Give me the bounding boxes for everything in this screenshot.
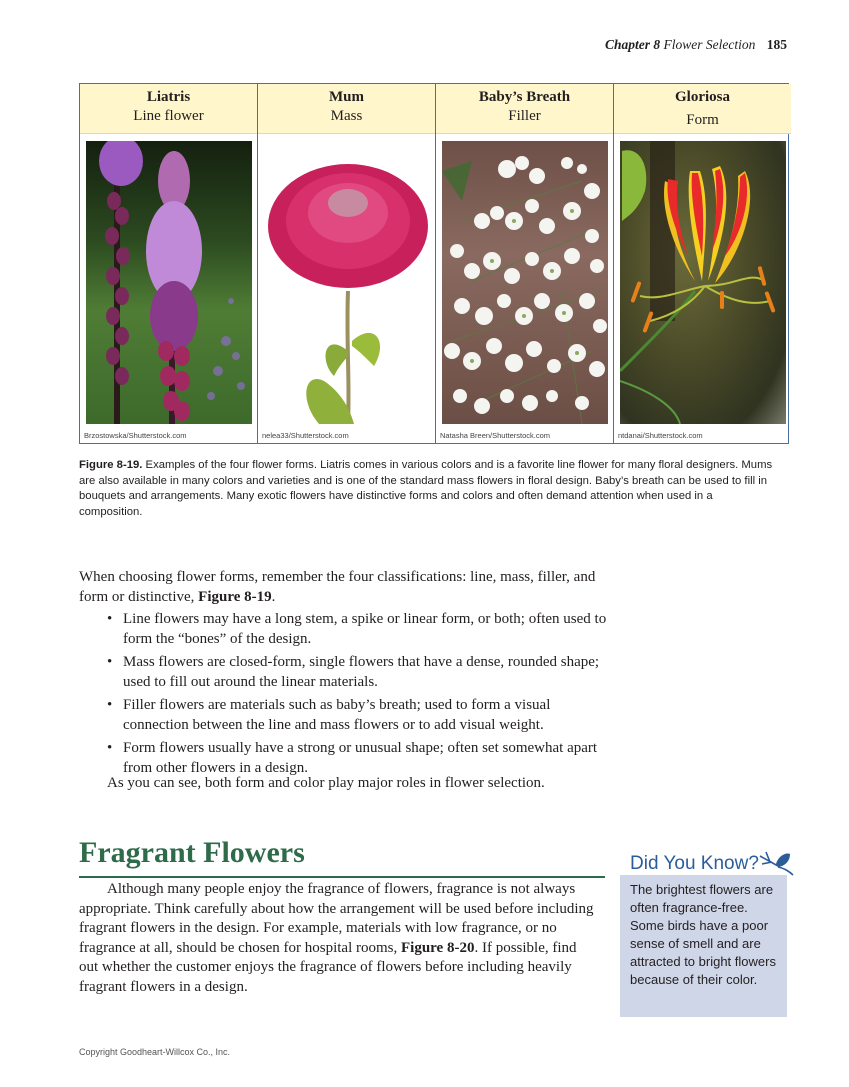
page-number: 185 — [766, 37, 787, 52]
figure-column-mum — [258, 84, 436, 443]
flower-form-list — [107, 610, 617, 782]
sprig-icon — [758, 850, 794, 876]
flower-name: Gloriosa — [675, 89, 730, 105]
figure-reference: Figure 8-19 — [198, 588, 272, 605]
figure-column-gloriosa — [614, 84, 791, 443]
paragraph-text-end: . If possible, find out whether the customer enjoys the fragrance of flowers before including heavily fragrant flowers in a design. — [79, 939, 577, 995]
flower-name: Mum — [329, 89, 364, 105]
did-you-know-box: The brightest flowers are often fragrance-free. Some birds have a poor sense of smell and are attracted to bright flowers because of their color. — [620, 875, 787, 1017]
closing-paragraph: As you can see, both form and color play major roles in flower selection. — [107, 775, 545, 791]
did-you-know-title: Did You Know? — [630, 853, 759, 874]
flower-name: Liatris — [146, 89, 191, 105]
intro-text: When choosing flower forms, remember the four classifications: line, mass, filler, and form or distinctive, — [79, 569, 596, 605]
flower-name: Baby’s Breath — [478, 89, 571, 105]
figure-caption — [79, 458, 779, 520]
intro-paragraph — [79, 568, 609, 607]
list-item: • Mass flowers are closed-form, single flowers that have a dense, rounded shape; used to fill out around the linear materials. — [107, 653, 617, 692]
running-head — [605, 37, 787, 53]
flower-type: Line flower — [133, 108, 204, 124]
list-item: • Filler flowers are materials such as baby’s breath; used to form a visual connection between the line and mass flowers or to add visual weight. — [107, 696, 617, 735]
babys-breath-photo — [442, 141, 608, 424]
flower-type: Form — [686, 112, 719, 128]
copyright-footer: Copyright Goodheart-Willcox Co., Inc. — [79, 1047, 231, 1057]
flower-type: Filler — [508, 108, 541, 124]
chapter-label: Chapter 8 — [605, 37, 661, 52]
photo-credit: Natasha Breen/Shutterstock.com — [440, 431, 551, 440]
photo-credit: ntdanai/Shutterstock.com — [618, 431, 703, 440]
liatris-photo — [86, 141, 252, 424]
section-label: Flower Selection — [663, 37, 756, 52]
photo-credit: Brzostowska/Shutterstock.com — [84, 431, 187, 440]
figure-reference: Figure 8-20 — [401, 939, 475, 956]
photo-credit: nelea33/Shutterstock.com — [262, 431, 349, 440]
figure-column-babys-breath — [436, 84, 614, 443]
paragraph-text: Although many people enjoy the fragrance of flowers, fragrance is not always appropriate. Think carefully about how the arrangement will be used before including fragrant flowers in the design. For example, materials with low fragrance, or no fragrance at all, should be chosen for hospital rooms, — [79, 881, 594, 956]
fragrance-paragraph — [79, 880, 599, 997]
column-header — [80, 84, 257, 134]
gloriosa-photo — [620, 141, 786, 424]
list-item: • Form flowers usually have a strong or unusual shape; often set somewhat apart from other flowers in a design. — [107, 739, 617, 778]
column-header — [614, 84, 791, 134]
figure-column-liatris — [80, 84, 258, 443]
column-header — [258, 84, 435, 134]
column-header — [436, 84, 613, 134]
intro-text-end: . — [271, 588, 276, 605]
flower-type: Mass — [330, 108, 363, 124]
section-heading: Fragrant Flowers — [79, 836, 305, 869]
mum-photo — [264, 141, 430, 424]
caption-text: Examples of the four flower forms. Liatris comes in various colors and is a favorite line flower for many floral designers. Mums are also available in many colors and varieties and is one of the standard mass flowers in floral design. Baby’s breath can be used to fill in bouquets and arrangements. Many exotic flowers have distinctive forms and colors and often demand attention when used in a composition. — [79, 459, 773, 518]
caption-label: Figure 8-19. — [79, 459, 143, 471]
figure-8-19-table — [79, 83, 789, 444]
list-item: • Line flowers may have a long stem, a spike or linear form, or both; often used to form the “bones” of the design. — [107, 610, 617, 649]
section-divider — [79, 876, 605, 878]
